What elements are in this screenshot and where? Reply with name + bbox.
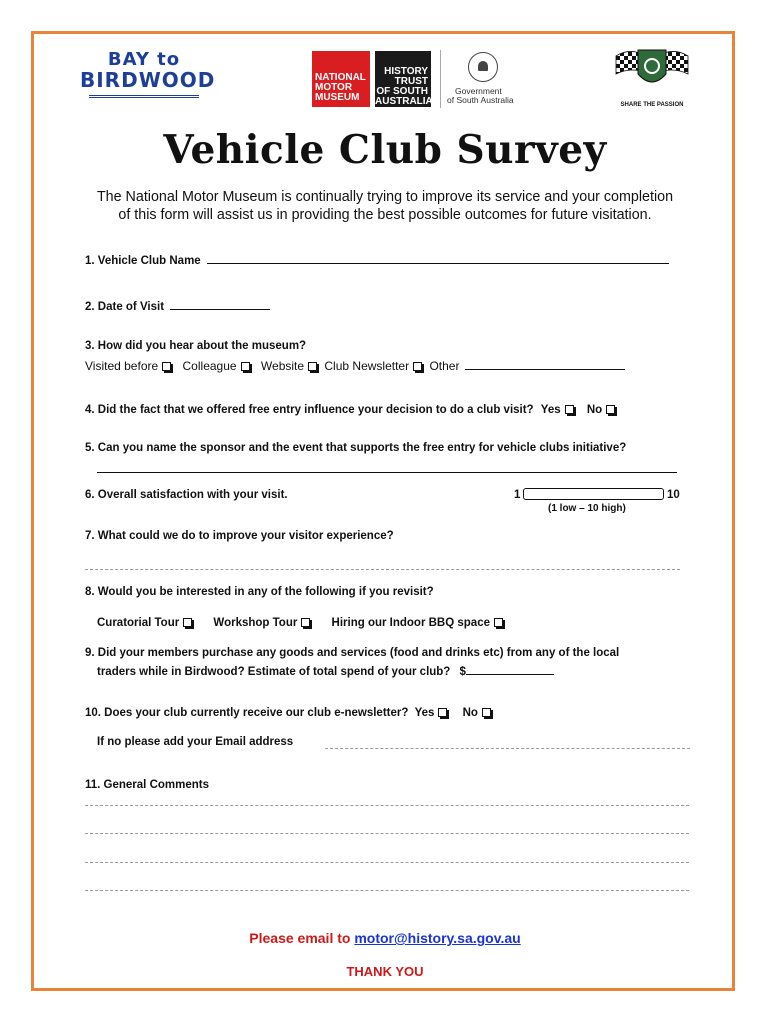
- piping-shrike-emblem-icon: [468, 52, 498, 82]
- checkbox-curatorial-tour[interactable]: [183, 618, 192, 627]
- question-6-label: 6. Overall satisfaction with your visit.: [85, 489, 288, 501]
- bay-to-birdwood-logo: [80, 49, 216, 111]
- yes-label: Yes: [414, 707, 435, 719]
- shannons-tagline: SHARE THE PASSION: [620, 102, 684, 108]
- bay-logo-line1: BAY to: [107, 49, 181, 70]
- question-2: [85, 297, 270, 313]
- checkbox-free-entry-no[interactable]: [606, 405, 615, 414]
- question-9-text: traders while in Birdwood? Estimate of total spend of your club?: [97, 666, 451, 678]
- question-2-label: 2. Date of Visit: [85, 301, 165, 313]
- date-of-visit-field[interactable]: [170, 297, 270, 310]
- option-website: Website: [260, 359, 305, 373]
- question-1: [85, 251, 669, 267]
- email-instruction: [0, 930, 770, 946]
- shannons-shield-icon: [612, 44, 692, 94]
- option-visited-before: Visited before: [85, 359, 159, 373]
- question-9-line2: [97, 662, 554, 678]
- question-3-options: [85, 357, 625, 373]
- comments-line[interactable]: [85, 833, 689, 834]
- question-10-label: 10. Does your club currently receive our club e-newsletter?: [85, 707, 409, 719]
- question-9-line1: 9. Did your members purchase any goods and services (food and drinks etc) from any of the local: [85, 647, 620, 659]
- question-7-label: 7. What could we do to improve your visitor experience?: [85, 530, 394, 542]
- option-other: Other: [429, 359, 460, 373]
- checkbox-newsletter-no[interactable]: [482, 708, 491, 717]
- scale-low-label: 1: [514, 489, 521, 501]
- club-name-field[interactable]: [207, 251, 669, 264]
- other-source-field[interactable]: [465, 357, 625, 370]
- question-10: [85, 707, 495, 719]
- email-address-prompt: If no please add your Email address: [97, 736, 294, 748]
- yes-label: Yes: [540, 404, 561, 416]
- thank-you-text: THANK YOU: [346, 964, 424, 979]
- email-link[interactable]: motor@history.sa.gov.au: [354, 930, 521, 946]
- email-address-row: [97, 736, 293, 748]
- nmm-line: MOTOR: [315, 82, 353, 93]
- sponsor-answer-line[interactable]: [97, 472, 677, 473]
- email-address-field[interactable]: [325, 748, 690, 749]
- option-colleague: Colleague: [182, 359, 237, 373]
- intro-line: of this form will assist us in providing the best possible outcomes for future visitation.: [118, 207, 652, 223]
- scale-high-label: 10: [667, 489, 680, 501]
- national-motor-museum-logo: [312, 51, 370, 107]
- checkbox-bbq-space[interactable]: [494, 618, 503, 627]
- comments-line[interactable]: [85, 805, 689, 806]
- bay-logo-line2: BIRDWOOD: [80, 68, 216, 92]
- bay-logo-swirl: [89, 95, 199, 98]
- option-curatorial-tour: Curatorial Tour: [97, 617, 180, 629]
- comments-line[interactable]: [85, 890, 689, 891]
- checkbox-club-newsletter[interactable]: [413, 362, 422, 371]
- history-line: HISTORY: [384, 66, 428, 77]
- no-label: No: [586, 404, 603, 416]
- currency-symbol: $: [459, 666, 466, 678]
- satisfaction-scale-input[interactable]: [523, 488, 664, 500]
- question-4: [85, 404, 619, 416]
- option-workshop-tour: Workshop Tour: [213, 617, 298, 629]
- scale-note: (1 low – 10 high): [548, 503, 626, 514]
- government-sa-logo: [440, 50, 526, 108]
- improvement-answer-line[interactable]: [85, 569, 680, 570]
- intro-line: The National Motor Museum is continually trying to improve its service and your completion: [96, 189, 674, 205]
- nmm-line: NATIONAL: [315, 72, 366, 83]
- gov-line: Government: [455, 86, 502, 96]
- nmm-line: MUSEUM: [315, 92, 360, 103]
- history-line: TRUST: [394, 76, 428, 87]
- checkbox-colleague[interactable]: [241, 362, 250, 371]
- question-3-label: 3. How did you hear about the museum?: [85, 340, 307, 352]
- email-prompt: Please email to: [249, 930, 351, 946]
- option-bbq-space: Hiring our Indoor BBQ space: [331, 617, 490, 629]
- history-line: AUSTRALIA: [375, 96, 433, 107]
- checkbox-website[interactable]: [308, 362, 317, 371]
- question-8-label: 8. Would you be interested in any of the following if you revisit?: [85, 586, 434, 598]
- intro-text: [40, 188, 730, 224]
- option-club-newsletter: Club Newsletter: [324, 359, 410, 373]
- checkbox-newsletter-yes[interactable]: [438, 708, 447, 717]
- page-title: Vehicle Club Survey: [163, 127, 607, 173]
- page-border: [31, 31, 735, 991]
- question-11-label: 11. General Comments: [85, 779, 209, 791]
- question-4-label: 4. Did the fact that we offered free entry influence your decision to do a club visit?: [85, 404, 534, 416]
- shannons-logo: [612, 44, 692, 106]
- checkbox-workshop-tour[interactable]: [301, 618, 310, 627]
- comments-line[interactable]: [85, 862, 689, 863]
- checkbox-visited-before[interactable]: [162, 362, 171, 371]
- history-trust-logo: [375, 51, 431, 107]
- checkbox-free-entry-yes[interactable]: [565, 405, 574, 414]
- gov-line: of South Australia: [447, 95, 514, 105]
- no-label: No: [462, 707, 478, 719]
- history-line: OF SOUTH: [376, 86, 428, 97]
- total-spend-field[interactable]: [466, 662, 554, 675]
- question-1-label: 1. Vehicle Club Name: [85, 255, 201, 267]
- question-8-options: [97, 617, 507, 629]
- question-5-label: 5. Can you name the sponsor and the event that supports the free entry for vehicle clubs initiative?: [85, 442, 627, 454]
